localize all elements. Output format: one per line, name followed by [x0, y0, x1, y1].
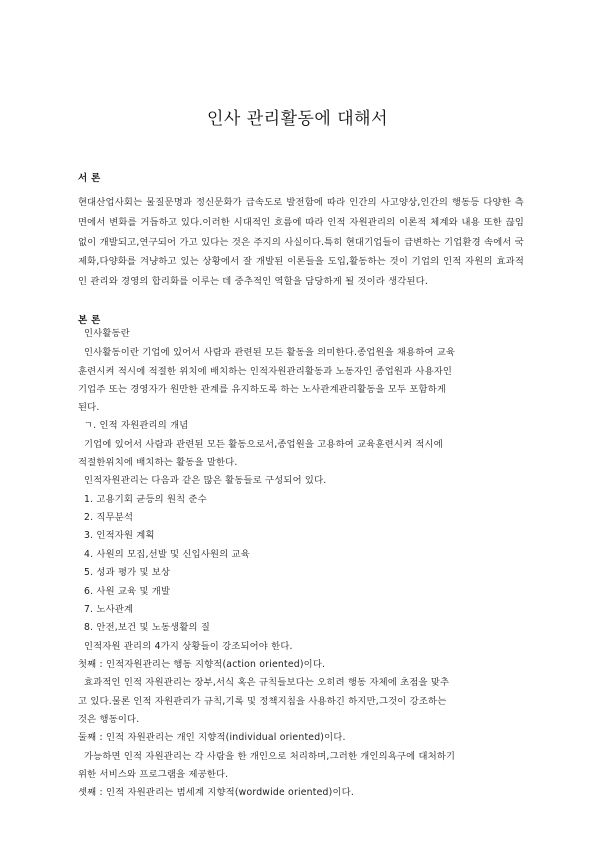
list-item: 2. 직무분석: [84, 512, 134, 523]
body-line: 둘째 : 인적 자원관리는 개인 지향적(individual oriented)이다.: [78, 732, 346, 743]
list-item: 7. 노사관계: [84, 604, 134, 615]
list-item: 1. 고용기회 균등의 원칙 준수: [84, 494, 207, 505]
body-line: 인사활동이란 기업에 있어서 사람과 관련된 모든 활동을 의미한다.종업원을 채용하여 교육: [84, 347, 456, 358]
body-subheading: ㄱ. 인적 자원관리의 개념: [84, 420, 189, 431]
list-item: 3. 인적자원 계획: [84, 530, 155, 541]
intro-paragraph: 현대산업사회는 물질문명과 정신문화가 급속도로 발전함에 따라 인간의 사고양상,인간의 행동등 다양한 측면에서 변화를 거듭하고 있다.이러한 시대적인 흐름에 따라 인적 자원관리의 이론적 체계와 내용 또한 끊임없이 개발되고,연구되어 가고 있다는 것은 주지의 사실이다.특히 현대기업들이 급변하는 기업환경 속에서 국제화,다양화를 겨냥하고 있는 상황에서 잘 개발된 이론들을 도입,활동하는 것이 기업의 인적 자원의 효과적인 관리와 경영의 합리화를 이루는 데 중추적인 역할을 담당하게 될 것이라 생각된다.: [78, 197, 524, 288]
body-line: 고 있다.물론 인적 자원관리가 규칙,기록 및 정책지침을 사용하긴 하지만,그것이 강조하는: [78, 696, 447, 707]
body-line: 효과적인 인적 자원관리는 장부,서식 혹은 규칙들보다는 오히려 행동 자체에 초점을 맞추: [84, 677, 450, 688]
body-line: 기업에 있어서 사람과 관련된 모든 활동으로서,종업원을 고용하여 교육훈련시켜 적시에: [84, 439, 443, 450]
body-line: 된다.: [78, 402, 100, 413]
body-line: 위한 서비스와 프로그램을 제공한다.: [78, 769, 229, 780]
body-line: 기업주 또는 경영자가 원만한 관계를 유지하도록 하는 노사관계관리활동을 모두 포함하게: [78, 384, 447, 395]
body-heading: 본론: [78, 315, 105, 326]
document-title: 인사 관리활동에 대해서: [206, 109, 389, 129]
body-line: 가능하면 인적 자원관리는 각 사람을 한 개인으로 처리하며,그러한 개인의욕구에 대처하기: [84, 751, 456, 762]
body-line: 적절한위치에 배치하는 활동을 말한다.: [78, 457, 238, 468]
body-line: 인적자원관리는 다음과 같은 많은 활동들로 구성되어 있다.: [84, 475, 327, 486]
intro-heading: 서론: [78, 173, 105, 184]
body-line: 셋째 : 인적 자원관리는 범세계 지향적(wordwide oriented)이다.: [78, 787, 354, 798]
body-line: 첫째 : 인적자원관리는 행동 지향적(action oriented)이다.: [78, 659, 326, 670]
list-item: 5. 성과 평가 및 보상: [84, 567, 171, 578]
body-line: 인사활동란: [84, 328, 130, 339]
body-line: 인적자원 관리의 4가지 상황들이 강조되어야 한다.: [84, 641, 293, 652]
list-item: 6. 사원 교육 및 개발: [84, 586, 171, 597]
list-item: 4. 사원의 모집,선발 및 신입사원의 교육: [84, 549, 250, 560]
body-line: 것은 행동이다.: [78, 714, 140, 725]
body-line: 훈련시켜 적시에 적절한 위치에 배치하는 인적자원관리활동과 노동자인 종업원과 사용자인: [78, 366, 453, 377]
list-item: 8. 안전,보건 및 노동생활의 질: [84, 622, 211, 633]
